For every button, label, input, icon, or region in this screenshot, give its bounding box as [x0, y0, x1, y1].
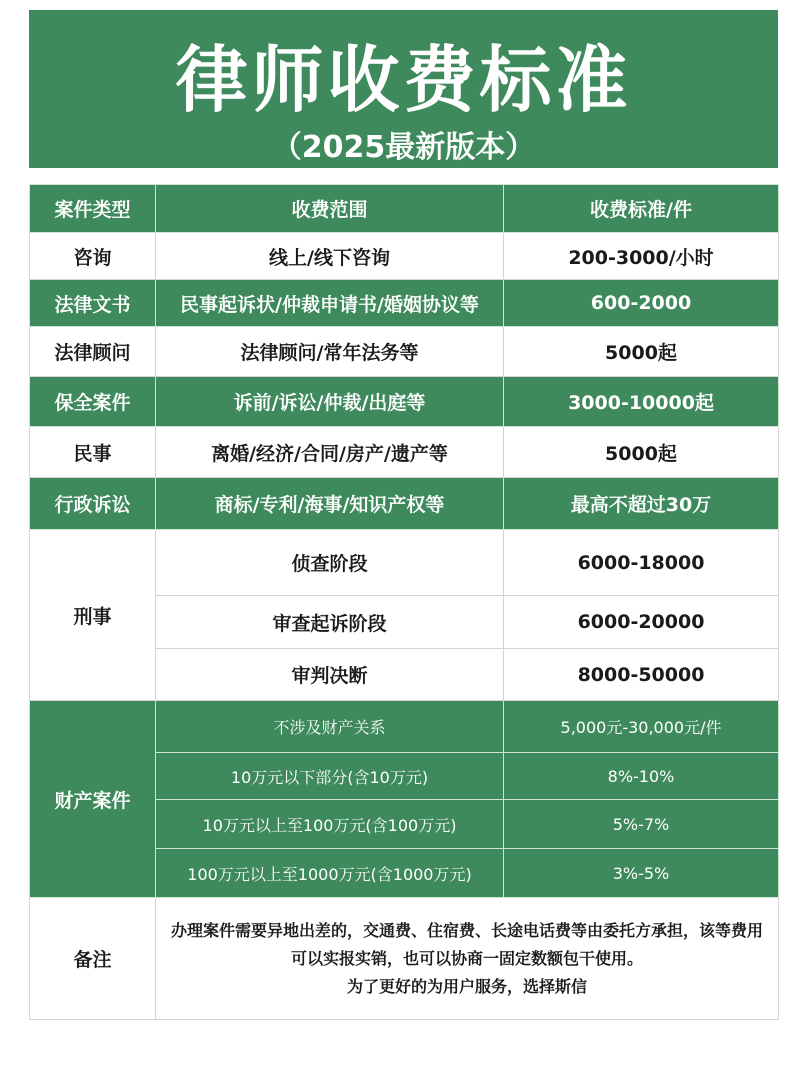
fee-range-cell: 侦查阶段: [156, 530, 504, 596]
case-type-cell-criminal: 刑事: [30, 530, 156, 701]
fee-range-cell: 商标/专利/海事/知识产权等: [156, 478, 504, 530]
fee-standard-cell: 3%-5%: [504, 849, 779, 898]
case-type-cell: 民事: [30, 427, 156, 478]
fee-range-cell: 离婚/经济/合同/房产/遗产等: [156, 427, 504, 478]
remarks-cell: [156, 898, 779, 1020]
fee-range-cell: 不涉及财产关系: [156, 701, 504, 753]
table-row-remarks: [30, 898, 779, 1020]
table-row: [30, 701, 779, 753]
fee-standard-cell: 5%-7%: [504, 800, 779, 849]
fee-range-cell: 10万元以下部分(含10万元): [156, 753, 504, 800]
fee-range-cell: 民事起诉状/仲裁申请书/婚姻协议等: [156, 280, 504, 327]
fee-standard-cell: 3000-10000起: [504, 377, 779, 427]
fee-standard-cell: 200-3000/小时: [504, 233, 779, 280]
fee-standard-cell: 最高不超过30万: [504, 478, 779, 530]
case-type-cell-remarks: 备注: [30, 898, 156, 1020]
table-row: [30, 377, 779, 427]
remarks-slogan: 为了更好的为用户服务，选择斯信: [346, 976, 587, 996]
table-row: [30, 427, 779, 478]
table-row: [30, 478, 779, 530]
table-row: [30, 530, 779, 596]
fee-range-cell: 诉前/诉讼/仲裁/出庭等: [156, 377, 504, 427]
table-row: [30, 233, 779, 280]
table-row: [30, 327, 779, 377]
case-type-cell: 保全案件: [30, 377, 156, 427]
case-type-cell: 咨询: [30, 233, 156, 280]
fee-standard-cell: 600-2000: [504, 280, 779, 327]
fee-standard-cell: 8000-50000: [504, 649, 779, 701]
table-header-row: [30, 185, 779, 233]
page-subtitle: （2025最新版本）: [271, 130, 536, 165]
fee-range-cell: 100万元以上至1000万元(含1000万元): [156, 849, 504, 898]
page-title: 律师收费标准: [175, 38, 632, 122]
fee-standard-cell: 5000起: [504, 327, 779, 377]
fee-range-cell: 10万元以上至100万元(含100万元): [156, 800, 504, 849]
fee-standard-cell: 8%-10%: [504, 753, 779, 800]
fee-range-cell: 审查起诉阶段: [156, 596, 504, 649]
remarks-text: 办理案件需要异地出差的，交通费、住宿费、长途电话费等由委托方承担，该等费用可以实报实销，也可以协商一固定数额包干使用。: [170, 920, 763, 968]
fee-table: [29, 184, 779, 1020]
fee-standard-cell: 5,000元-30,000元/件: [504, 701, 779, 753]
case-type-cell-property: 财产案件: [30, 701, 156, 898]
fee-standard-cell: 6000-20000: [504, 596, 779, 649]
case-type-cell: 法律文书: [30, 280, 156, 327]
fee-range-cell: 线上/线下咨询: [156, 233, 504, 280]
fee-standard-cell: 5000起: [504, 427, 779, 478]
case-type-cell: 法律顾问: [30, 327, 156, 377]
fee-standard-cell: 6000-18000: [504, 530, 779, 596]
table-row: [30, 280, 779, 327]
column-header-type: 案件类型: [30, 185, 156, 233]
column-header-range: 收费范围: [156, 185, 504, 233]
fee-range-cell: 审判决断: [156, 649, 504, 701]
column-header-fee: 收费标准/件: [504, 185, 779, 233]
case-type-cell: 行政诉讼: [30, 478, 156, 530]
fee-range-cell: 法律顾问/常年法务等: [156, 327, 504, 377]
